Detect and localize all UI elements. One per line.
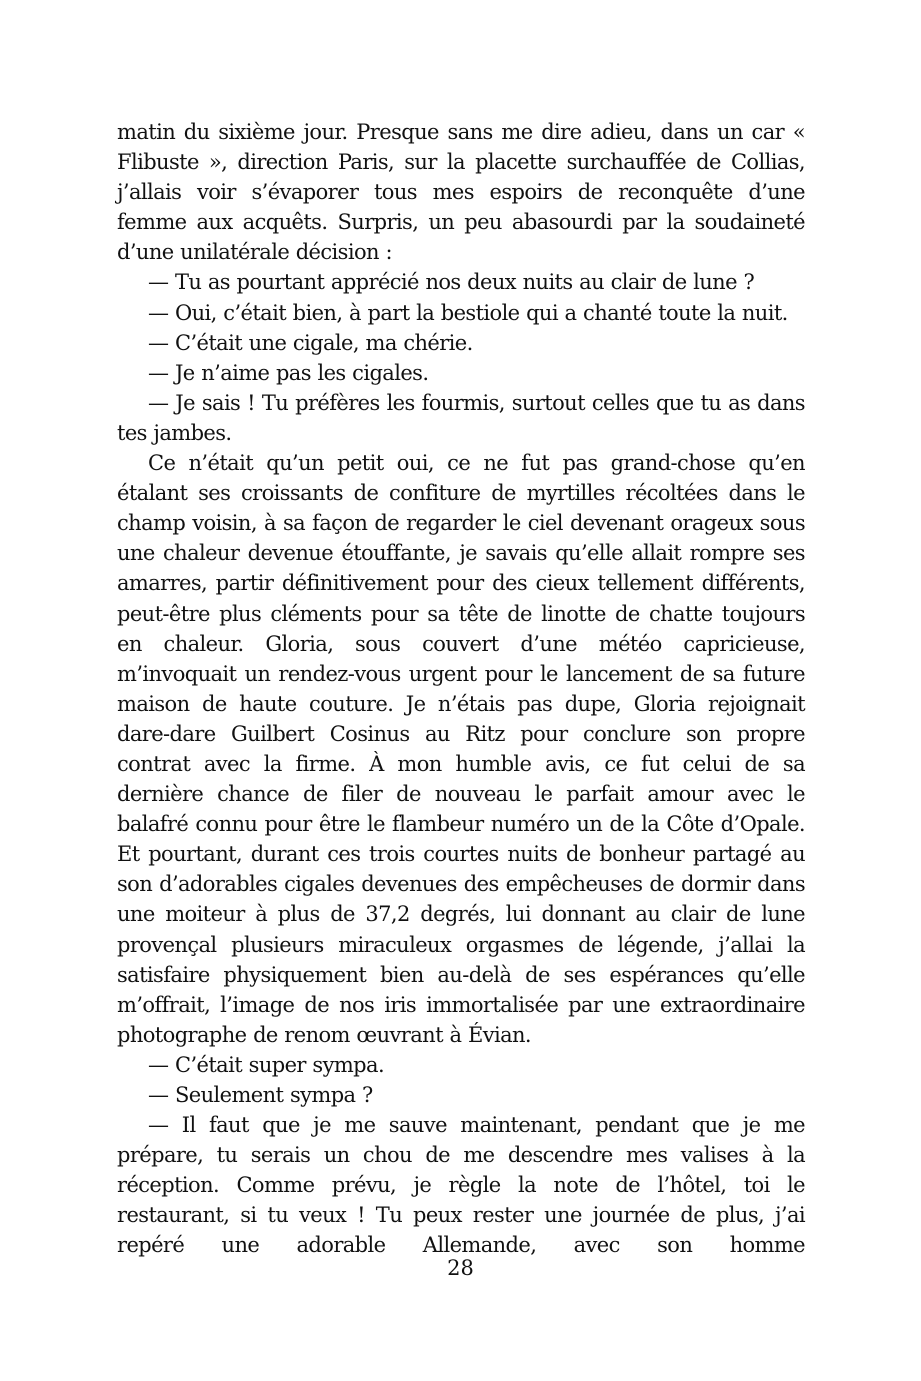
dialogue-line: — C’était super sympa. xyxy=(148,1052,385,1077)
page-number: 28 xyxy=(447,1256,474,1280)
dialogue-line: — Tu as pourtant apprécié nos deux nuits au clair de lune ? xyxy=(148,270,755,295)
dialogue-line: — C’était une cigale, ma chérie. xyxy=(148,330,473,355)
dialogue-line: — Seulement sympa ? xyxy=(148,1083,373,1107)
dialogue-line-continues: — Il faut que je me sauve maintenant, pendant que je me prépare, tu serais un chou de me descendre mes valises à la réception. Comme prévu, je règle la note de l’hôtel, toi le restaurant, si tu veux ! Tu peux rester une journée de plus, j’ai repéré une adorable Allemande, avec son homme xyxy=(117,1113,805,1258)
body-text xyxy=(117,117,805,1261)
narrative-paragraph: Ce n’était qu’un petit oui, ce ne fut pas grand-chose qu’en étalant ses croissants de confiture de myrtilles récoltées dans le champ voisin, à sa façon de regarder le ciel devenant orageux sous une chaleur devenue étouffante, je savais qu’elle allait rompre ses amarres, partir définitivement pour des cieux tellement différents, peut-être plus cléments pour sa tête de linotte de chatte toujours en chaleur. Gloria, sous couvert d’une météo capricieuse, m’invoquait un rendez-vous urgent pour le lancement de sa future maison de haute couture. Je n’étais pas dupe, Gloria rejoignait dare-dare Guilbert Cosinus au Ritz pour conclure son propre contrat avec la firme. À mon humble avis, ce fut celui de sa dernière chance de filer de nouveau le parfait amour avec le balafré connu pour être le flambeur numéro un de la Côte d’Opale. Et pourtant, durant ces trois courtes nuits de bonheur partagé au son d’adorables cigales devenues des empêcheuses de dormir dans une moiteur à plus de 37,2 degrés, lui donnant au clair de lune provençal plusieurs miraculeux orgasmes de légende, j’allai la satisfaire physiquement bien au-delà de ses espérances qu’elle m’offrait, l’image de nos iris immortalisée par une extraordinaire photographe de renom œuvrant à Évian. xyxy=(117,451,805,1047)
dialogue-line: — Oui, c’était bien, à part la bestiole qui a chanté toute la nuit. xyxy=(148,300,788,325)
paragraph-continued: matin du sixième jour. Presque sans me dire adieu, dans un car « Flibuste », direction Paris, sur la placette surchauffée de Collias, j’allais voir s’évaporer tous mes espoirs de reconquête d’une femme aux acquêts. Surpris, un peu abasourdi par la soudaineté d’une unilatérale décision : xyxy=(117,120,805,265)
dialogue-line: — Je n’aime pas les cigales. xyxy=(148,360,429,385)
dialogue-line: — Je sais ! Tu préfères les fourmis, surtout celles que tu as dans tes jambes. xyxy=(117,390,805,445)
